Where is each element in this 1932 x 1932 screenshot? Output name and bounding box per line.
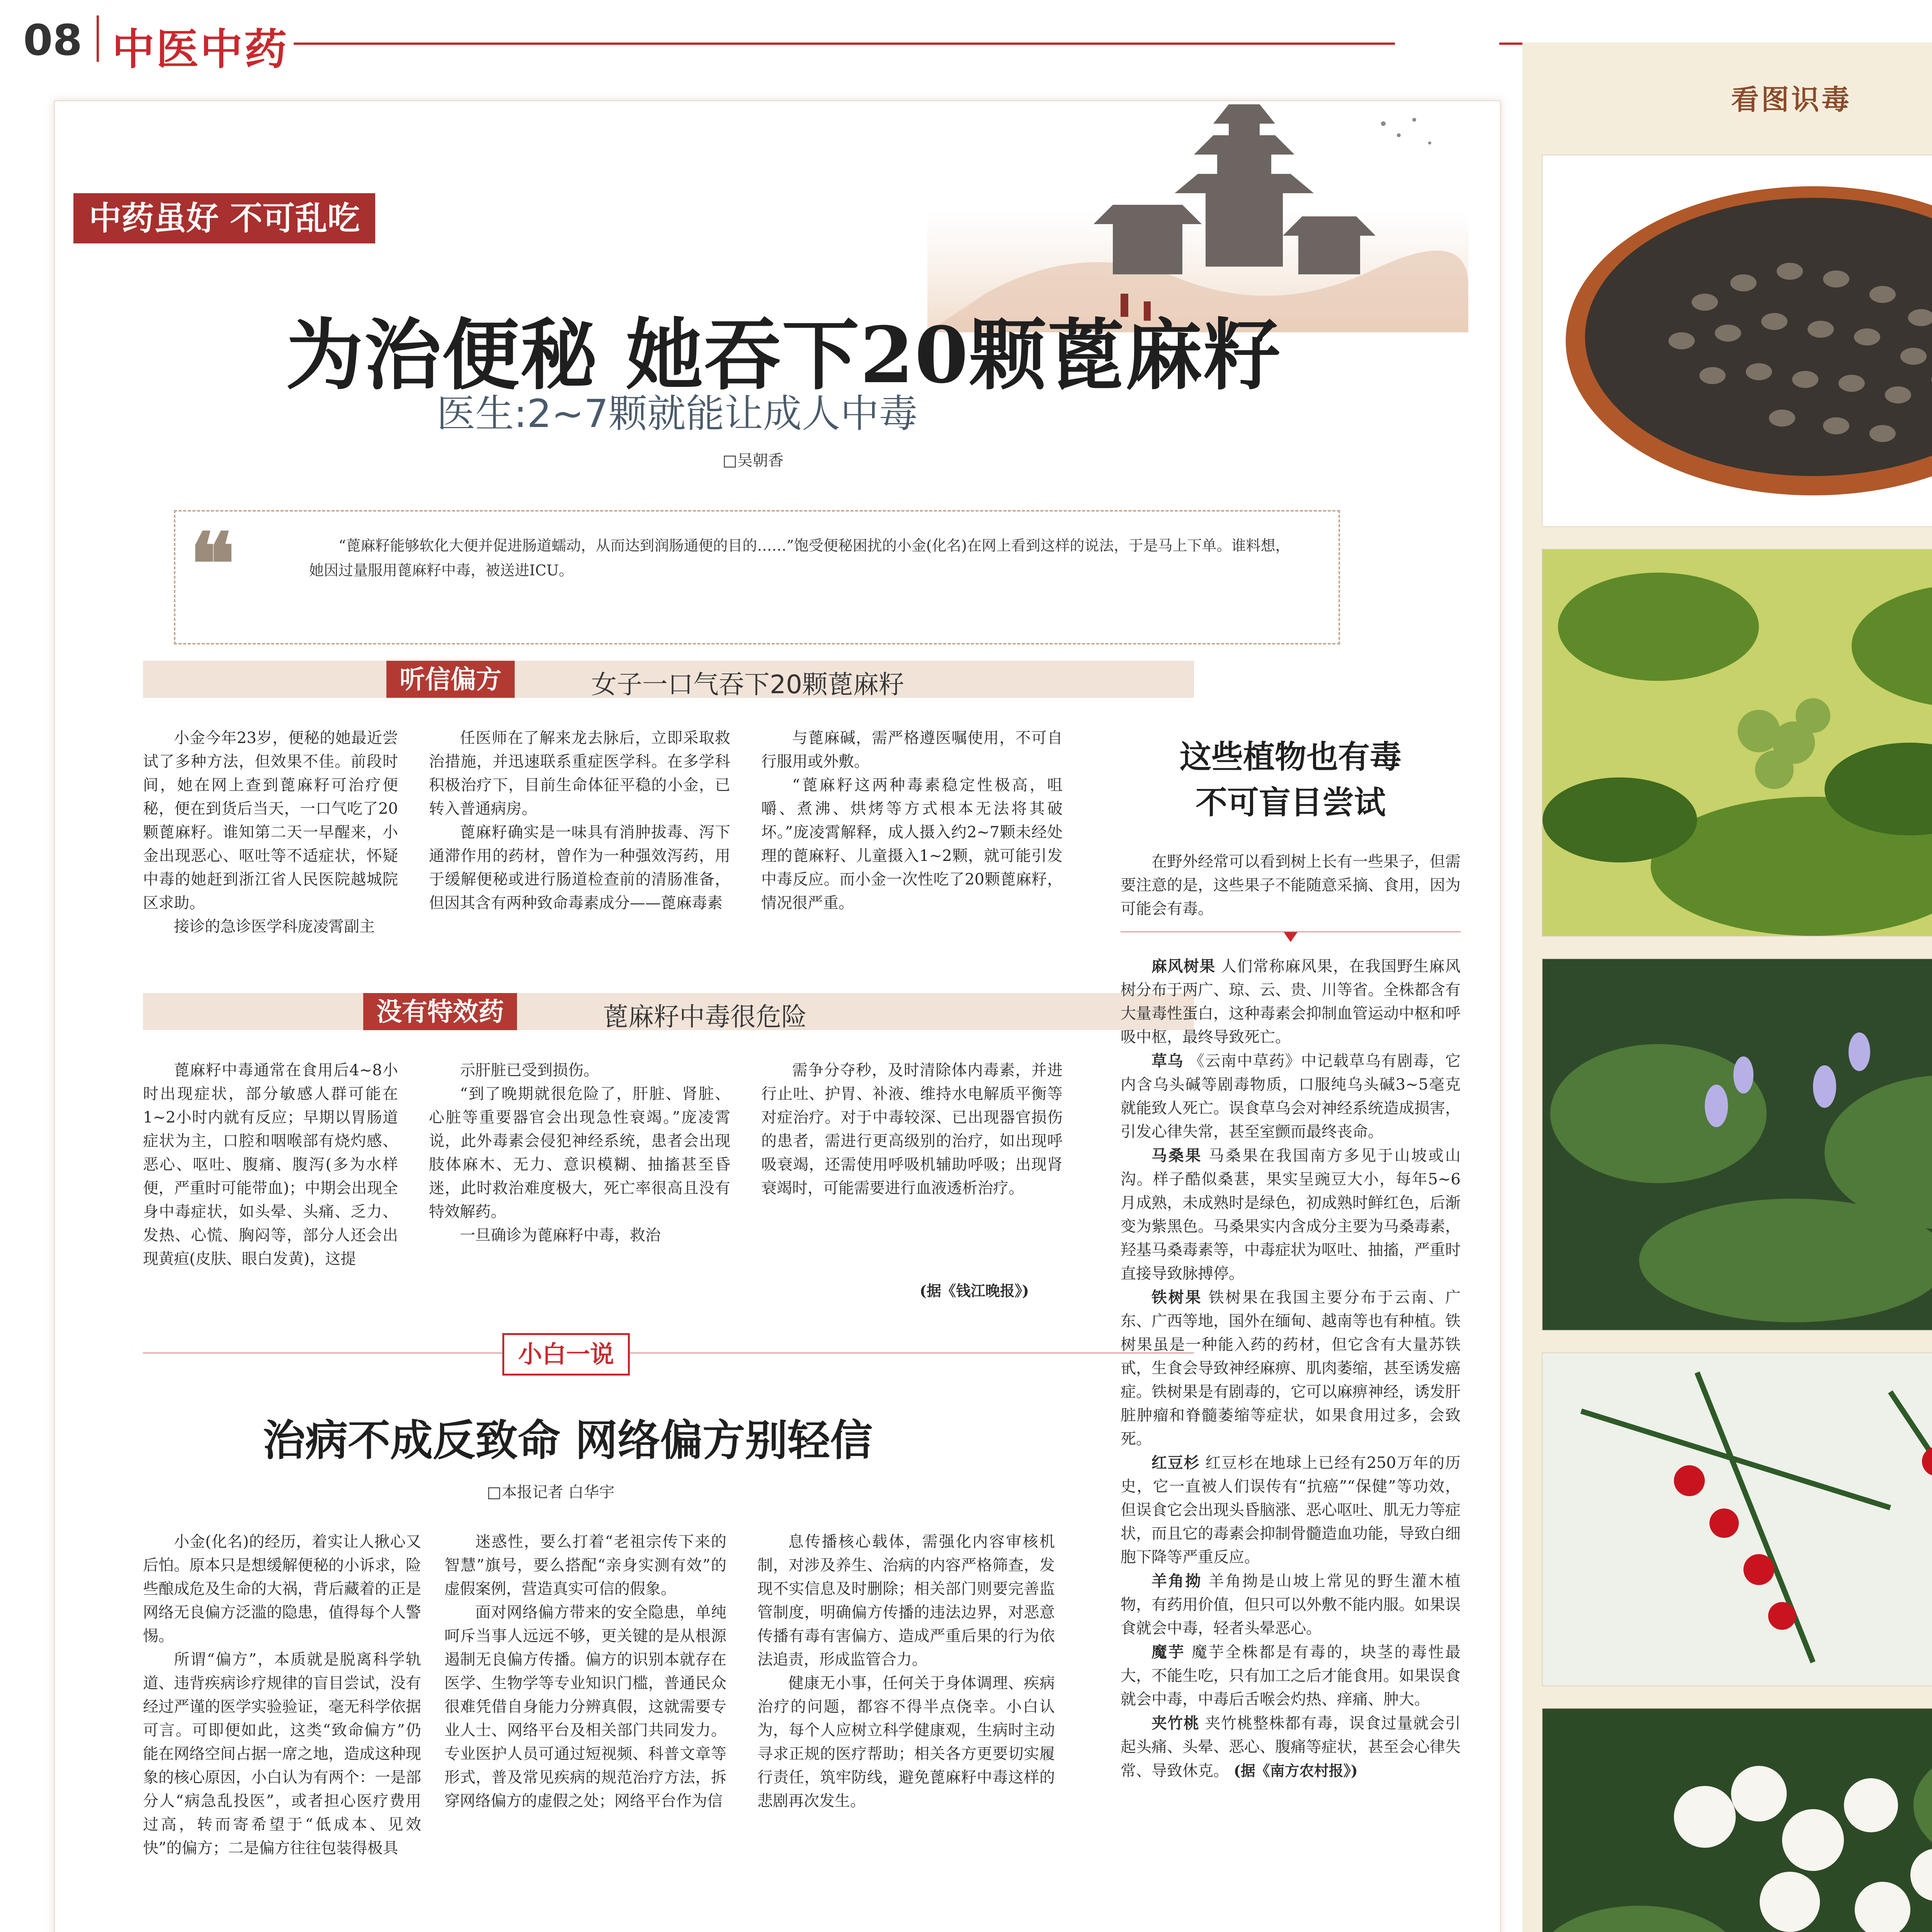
quote-mark-icon: ❝ bbox=[189, 514, 235, 614]
aconite-photo bbox=[1542, 958, 1932, 1331]
left-section-banner: 中药虽好 不可乱吃 bbox=[73, 193, 375, 243]
yew-photo bbox=[1542, 1352, 1932, 1686]
oleander-image bbox=[1543, 1709, 1932, 1932]
s2-column-3: 需争分夺秒，及时清除体内毒素，并进行止吐、护胃、补液、维持水电解质平衡等对症治疗。对于中毒较深、已出现器官损伤的患者，需进行更高级别的治疗，如出现呼吸衰竭，还需使用呼吸机辅助呼吸；出现肾衰竭时，可能需要进行血液透析治疗。 bbox=[761, 1061, 1063, 1197]
jatropha-image bbox=[1543, 549, 1932, 936]
xiaobai-column-3: 息传播核心载体，需强化内容审核机制，对涉及养生、治病的内容严格筛查，发现不实信息及时删除；相关部门则要完善监管制度，明确偏方传播的违法边界，对恶意传播有毒有害偏方、造成严重后果的行为依法追责，形成监管合力。 健康无小事，任何关于身体调理、疾病治疗的问题，都容不得半点侥幸。小白认为，每个人应树立科学健康观，生病时主动寻求正规的医疗帮助；相关各方更要切实履行责任，筑牢防线，避免蓖麻籽中毒这样的悲剧再次发生。 bbox=[757, 1533, 1055, 1810]
main-headline: 为治便秘 她吞下20颗蓖麻籽 bbox=[286, 310, 1281, 401]
xiaobai-headline: 治病不成反致命 网络偏方别轻信 bbox=[263, 1415, 873, 1465]
s1-column-1: 小金今年23岁，便秘的她最近尝试了多种方法，但效果不佳。前段时间，她在网上查到蓖麻籽可治疗便秘，便在到货后当天，一口气吃了20颗蓖麻籽。谁知第二天一早醒来，小金出现恶心、呕吐等不适症状，怀疑中毒的她赶到浙江省人民医院越城院区求助。 接诊的急诊医学科庞凌霄副主 bbox=[143, 729, 398, 935]
main-subheadline: 医生:2~7颗就能让成人中毒 bbox=[437, 391, 918, 436]
jatropha-photo bbox=[1542, 549, 1932, 937]
section-head-1-tag: 听信偏方 bbox=[386, 661, 515, 698]
lead-paragraph: “蓖麻籽能够软化大便并促进肠道蠕动，从而达到润肠通便的目的……”饱受便秘困扰的小金(化名)在网上看到这样的说法，于是马上下单。谁料想，她因过量服用蓖麻籽中毒，被送进ICU。 bbox=[309, 537, 1290, 579]
xiaobai-column-2: 迷惑性，要么打着“老祖宗传下来的智慧”旗号，要么搭配“亲身实测有效”的虚假案例，营造真实可信的假象。 面对网络偏方带来的安全隐患，单纯呵斥当事人远远不够，更关键的是从根源遏制无良偏方传播。偏方的识别本就存在医学、生物学等专业知识门槛，普通民众很难凭借自身能力分辨真假，这就需要专业人士、网络平台及相关部门共同发力。专业医护人员可通过短视频、科普文章等形式，普及常见疾病的规范治疗方法，拆穿网络偏方的虚假之处；网络平台作为信 bbox=[444, 1533, 726, 1810]
s1-column-2: 任医师在了解来龙去脉后，立即采取救治措施，并迅速联系重症医学科。在多学科积极治疗下，目前生命体征平稳的小金，已转入普通病房。 蓖麻籽确实是一味具有消肿拔毒、泻下通滞作用的药材，曾作为一种强效泻药，用于缓解便秘或进行肠道检查前的清肠准备，但因其含有两种致命毒素成分——蓖麻毒素 bbox=[429, 729, 730, 912]
s1-column-3: 与蓖麻碱，需严格遵医嘱使用，不可自行服用或外敷。 “蓖麻籽这两种毒素稳定性极高，咀嚼、煮沸、烘烤等方式根本无法将其破坏。”庞凌霄解释，成人摄入约2~7颗未经处理的蓖麻籽、儿童摄入1~2颗，就可能引发中毒反应。而小金一次性吃了20颗蓖麻籽，情况很严重。 bbox=[761, 729, 1063, 912]
xiaobai-rule bbox=[143, 1352, 1194, 1354]
aconite-image bbox=[1543, 959, 1932, 1330]
left-header-rule bbox=[294, 43, 1395, 45]
left-page-number: 08 bbox=[23, 15, 83, 65]
center-feature-label: 看图识毒 bbox=[1731, 83, 1852, 116]
left-section-name: 中医中药 bbox=[112, 24, 288, 74]
yew-image bbox=[1543, 1353, 1932, 1685]
header-divider bbox=[97, 15, 99, 62]
left-article-source: (据《钱江晚报》) bbox=[920, 1282, 1029, 1299]
section-head-1-text: 女子一口气吞下20颗蓖麻籽 bbox=[591, 670, 904, 699]
center-lead: 在野外经常可以看到树上长有一些果子，但需要注意的是，这些果子不能随意采摘、食用，因为可能会有毒。 bbox=[1121, 853, 1461, 918]
center-rule-marker-icon bbox=[1284, 932, 1298, 942]
main-byline: □吴朝香 bbox=[723, 452, 784, 469]
toxic-plant-list: 麻风树果 人们常称麻风果，在我国野生麻风树分布于两广、琼、云、贵、川等省。全株都含有大量毒性蛋白，这种毒素会抑制血管运动中枢和呼吸中枢，最终导致死亡。 草乌 《云南中草药》中记载草乌有剧毒，它内含乌头碱等剧毒物质，口服纯乌头碱3~5毫克就能致人死亡。误食草乌会对神经系统造成损害，引发心律失常，甚至室颤而最终丧命。 马桑果 马桑果在我国南方多见于山坡或山沟。样子酷似桑葚，果实呈豌豆大小，每年5~6月成熟，未成熟时是绿色，初成熟时鲜红色，后渐变为紫黑色。马桑果实内含成分主要为马桑毒素，羟基马桑毒素等，中毒症状为呕吐、抽搐，严重时直接导致脉搏停。 铁树果 铁树果在我国主要分布于云南、广东、广西等地，国外在缅甸、越南等也有种植。铁树果虽是一种能入药的药材，但它含有大量苏铁甙，生食会导致神经麻痹、肌肉萎缩，甚至诱发癌症。铁树果是有剧毒的，它可以麻痹神经，诱发肝脏肿瘤和脊髓萎缩等症状，如果食用过多，会致死。 红豆杉 红豆杉在地球上已经有250万年的历史，它一直被人们误传有“抗癌”“保健”等功效，但误食它会出现头昏脑涨、恶心呕吐、肌无力等症状，而且它的毒素会抑制骨髓造血功能，导致白细胞下降等严重反应。 羊角拗 羊角拗是山坡上常见的野生灌木植物，有药用价值，但只可以外敷不能内服。如果误食就会中毒，轻者头晕恶心。 魔芋 魔芋全株都是有毒的，块茎的毒性最大，不能生吃，只有加工之后才能食用。如果误食就会中毒，中毒后舌喉会灼热、痒痛、肿大。 夹竹桃 夹竹桃整株都有毒，误食过量就会引起头痛、头晕、恶心、腹痛等症状，甚至会心律失常、导致休克。 (据《南方农村报》) bbox=[1121, 957, 1461, 1780]
castor-seed-photo bbox=[1542, 155, 1932, 527]
s2-column-2: 示肝脏已受到损伤。 “到了晚期就很危险了，肝脏、肾脏、心脏等重要器官会出现急性衰竭。”庞凌霄说，此外毒素会侵犯神经系统，患者会出现肢体麻木、无力、意识模糊、抽搐甚至昏迷，此时救治难度极大，死亡率很高且没有特效解药。 一旦确诊为蓖麻籽中毒，救治 bbox=[429, 1061, 730, 1244]
section-head-2-tag: 没有特效药 bbox=[363, 993, 517, 1030]
xiaobai-byline: □本报记者 白华宇 bbox=[487, 1483, 615, 1501]
s2-column-1: 蓖麻籽中毒通常在食用后4~8小时出现症状，部分敏感人群可能在1~2小时内就有反应；早期以胃肠道症状为主，口腔和咽喉部有烧灼感、恶心、呕吐、腹痛、腹泻(多为水样便，严重时可能带血)；中期会出现全身中毒症状，如头晕、头痛、乏力、发热、心慌、胸闷等，部分人还会出现黄疸(皮肤、眼白发黄)，这提 bbox=[143, 1061, 398, 1268]
castor-seed-image bbox=[1543, 155, 1932, 526]
section-head-2-text: 蓖麻籽中毒很危险 bbox=[603, 1002, 807, 1032]
center-headline: 这些植物也有毒 不可盲目尝试 bbox=[1179, 738, 1401, 821]
xiaobai-tag: 小白一说 bbox=[502, 1333, 630, 1376]
oleander-photo bbox=[1542, 1708, 1932, 1932]
xiaobai-column-1: 小金(化名)的经历，着实让人揪心又后怕。原本只是想缓解便秘的小诉求，险些酿成危及生命的大祸，背后藏着的正是网络无良偏方泛滥的隐患，值得每个人警惕。 所谓“偏方”，本质就是脱离科学轨道、违背疾病诊疗规律的盲目尝试，没有经过严谨的医学实验验证，毫无科学依据可言。可即便如此，这类“致命偏方”仍能在网络空间占据一席之地，造成这种现象的核心原因，小白认为有两个：一是部分人“病急乱投医”，或者担心医疗费用过高，转而寄希望于“低成本、见效快”的偏方；二是偏方往往包装得极具 bbox=[143, 1533, 421, 1857]
